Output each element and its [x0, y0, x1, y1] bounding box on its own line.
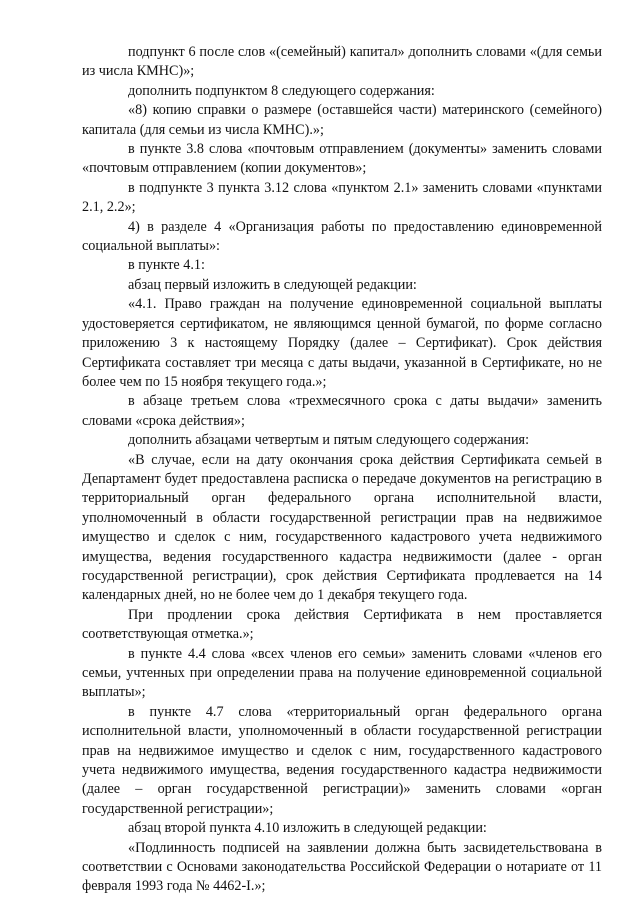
document-page: [82, 43, 602, 897]
paragraph-point-3-12-amendment: в подпункте 3 пункта 3.12 слова «пунктом 2.1» заменить словами «пунктами 2.1, 2.2»;: [82, 179, 602, 216]
paragraph-third-abzac-amendment: в абзаце третьем слова «трехмесячного срока с даты выдачи» заменить словами «срока действия»;: [82, 393, 602, 429]
paragraph-point-4-1-text: «4.1. Право граждан на получение единовременной социальной выплаты удостоверяется сертификатом, не являющимся ценной бумагой, по форме согласно приложению 3 к настоящему Порядку (далее – Сертификат). Срок действия Сертификата составляет три месяца с даты выдачи, указанной в Сертификате, но не более чем по 15 ноября текущего года.»;: [82, 296, 602, 390]
paragraph-add-abzacs-intro: дополнить абзацами четвертым и пятым следующего содержания:: [128, 432, 530, 449]
paragraph-point-4-10-text: «Подлинность подписей на заявлении должна быть засвидетельствована в соответствии с Основами законодательства Российской Федерации о нотариате от 11 февраля 1993 года № 4462-I.»;: [82, 839, 602, 895]
paragraph-point-4-10-intro: абзац второй пункта 4.10 изложить в следующей редакции:: [128, 820, 487, 837]
paragraph-point-3-8-amendment: в пункте 3.8 слова «почтовым отправлением (документы» заменить словами «почтовым отправлением (копии документов»;: [82, 141, 602, 177]
paragraph-subpoint-6-amendment: подпункт 6 после слов «(семейный) капитал» дополнить словами «(для семьи из числа КМНС)»;: [82, 44, 602, 80]
paragraph-section-4-heading: 4) в разделе 4 «Организация работы по предоставлению единовременной социальной выплаты»:: [82, 218, 602, 255]
paragraph-point-4-1-intro: в пункте 4.1:: [128, 257, 205, 274]
paragraph-certificate-mark: При продлении срока действия Сертификата в нем проставляется соответствующая отметка.»;: [82, 606, 602, 643]
paragraph-add-subpoint-8: дополнить подпунктом 8 следующего содержания:: [128, 82, 435, 99]
paragraph-subpoint-8-text: «8) копию справки о размере (оставшейся части) материнского (семейного) капитала (для семьи из числа КМНС).»;: [82, 102, 602, 138]
paragraph-first-abzac-intro: абзац первый изложить в следующей редакции:: [128, 276, 417, 293]
paragraph-point-4-7-amendment: в пункте 4.7 слова «территориальный орган федерального органа исполнительной власти, уполномоченный в области государственной регистрации прав на недвижимое имущество и сделок с ним, государственного кадастрового учета недвижимого имущества, ведения государственного кадастра недвижимости (далее – орган государственной регистрации)» заменить словами «орган государственной регистрации»;: [82, 703, 602, 817]
paragraph-point-4-4-amendment: в пункте 4.4 слова «всех членов его семьи» заменить словами «членов его семьи, учтенных при определении права на получение единовременной социальной выплаты»;: [82, 645, 602, 701]
paragraph-certificate-extension: «В случае, если на дату окончания срока действия Сертификата семьей в Департамент будет предоставлена расписка о передаче документов на регистрацию в территориальный орган федерального органа исполнительной власти, уполномоченный в области государственной регистрации прав на недвижимое имущество и сделок с ним, государственного кадастрового учета недвижимого имущества, ведения государственного кадастра недвижимости (далее - орган государственной регистрации), срок действия Сертификата продлевается на 14 календарных дней, но не более чем до 1 декабря текущего года.: [82, 451, 602, 604]
